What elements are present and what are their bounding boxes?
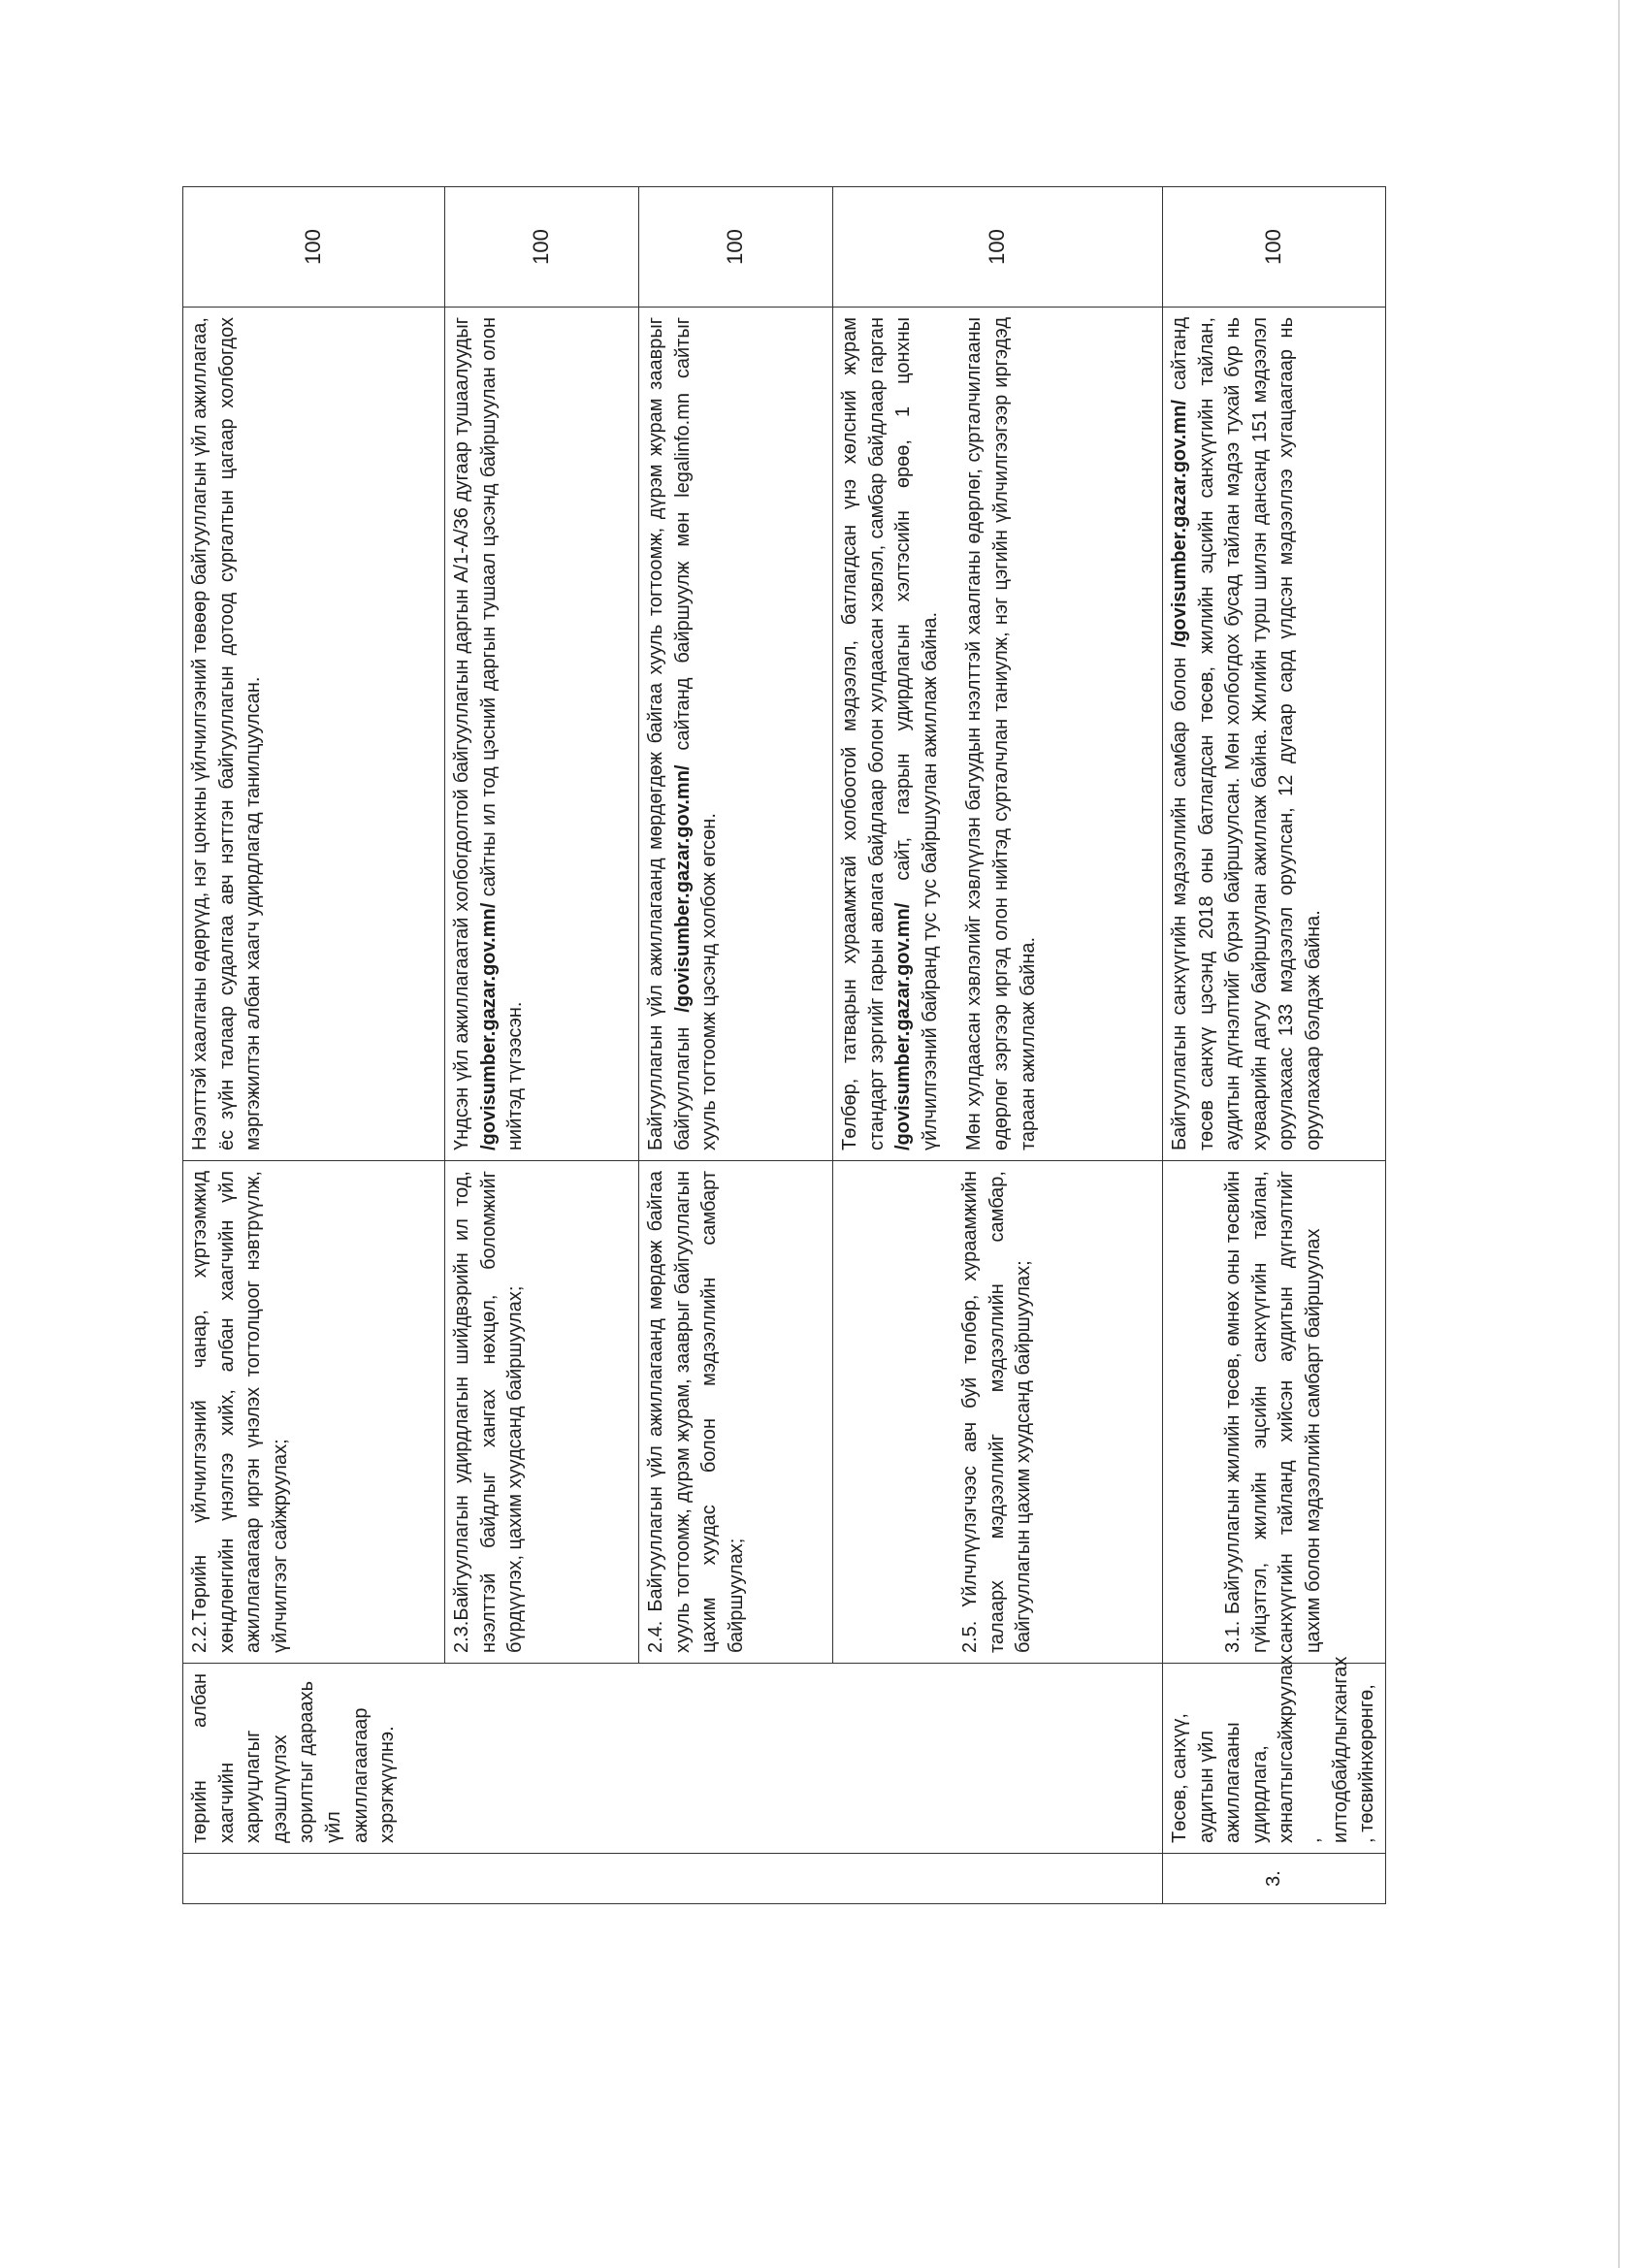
goal-text-line: үйл ажиллагаагаар — [322, 1707, 372, 1843]
measure-cell: 2.5. Үйлчлүүлэгчээс авч буй төлбөр, хураамжийн талаарх мэдээллийг мэдээллийн самбар, байгууллагын цахим хуудсанд байршуулах; — [833, 1161, 1163, 1664]
result-text: Төлбөр, татварын хураамжтай холбоотой мэдээлэл, батлагдсан үнэ хөлсний журам стандарт зэргийг гарын авлага байдлаар болон хулдаасан хэвлэл, самбар байдлаар гарган — [839, 317, 888, 1150]
page-edge-line — [1618, 0, 1620, 2268]
result-cell — [445, 308, 639, 1161]
table-row — [833, 187, 1163, 1904]
goal-cell — [183, 1664, 1163, 1854]
result-text: сайтны ил тод цэсний даргын тушаал цэсэнд байршуулан олон нийтэд түгээсэн. — [477, 317, 527, 1150]
table-row — [1163, 187, 1386, 1904]
goal-text-line: төрийн албан хаагчийн — [189, 1673, 238, 1843]
goal-text-line: Төсөв, санхүү, — [1169, 1713, 1190, 1843]
score-cell: 100 — [639, 187, 833, 308]
plan-report-table — [182, 186, 1386, 1904]
goal-text-line: дээшлүүлэх — [269, 1734, 291, 1843]
result-cell — [833, 308, 1163, 1161]
result-text: сайт, газрын удирдлагын хэлтэсийн өрөө, 1 цонхны үйлчилгээний байранд тус тус байршуулан ажиллаж байна. — [892, 317, 941, 1150]
measure-cell: 3.1. Байгууллагын жилийн төсөв, өмнөх оны төсвийн гүйцэтгэл, жилийн эцсийн санхүүгийн тайлан, санхүүгийн тайланд хийсэн аудитын дүгнэлтийг цахим болон мэдээллийн самбарт байршуулах — [1163, 1161, 1386, 1664]
goal-text-line: аудитын үйл — [1195, 1730, 1217, 1843]
table-row — [445, 187, 639, 1904]
table-row — [183, 187, 445, 1904]
rotated-document-sheet — [182, 187, 1378, 1904]
goal-text-line: илтодбайдлыгхангах — [1329, 1656, 1351, 1843]
result-text: сайтанд төсөв санхүү цэсэнд 2018 оны батлагдсан төсөв, жилийн эцсийн санхүүгийн тайлан, аудитын дүгнэлтийг бүрэн байршуулсан. Мөн холбогдох бусад тайлан мэдээ тухай бүр нь хуваарийн дагуу байршуулан ажиллаж байна. Жилийн турш шилэн дансанд 151 мэдээлэл оруулахаас 133 мэдээлэл оруулсан, 12 дугаар сард үлдсэн мэдээллээ хугацаагаар нь оруулахаар бэлдэж байна. — [1169, 317, 1324, 1150]
goal-cell — [1163, 1655, 1386, 1854]
website-link-text: /govisumber.gazar.gov.mn/ — [477, 902, 500, 1150]
row-number-cell: 3. — [1163, 1854, 1386, 1904]
result-text: Байгууллагын үйл ажиллагаанд мөрдөгдөж байгаа хууль тогтоомж, дүрэм журам зааврыг байгууллагын — [645, 317, 694, 1150]
measure-cell: 2.3.Байгууллагын удирдлагын шийдвэрийн ил тод, нээлттэй байдлыг хангах нөхцөл, боломжийг бүрдүүлэх, цахим хуудсанд байршуулах; — [445, 1161, 639, 1664]
score-cell: 100 — [183, 187, 445, 308]
website-link-text: /govisumber.gazar.gov.mn/ — [671, 764, 694, 1013]
score-cell: 100 — [445, 187, 639, 308]
goal-text-line: зорилтыг дараахь — [296, 1680, 318, 1843]
score-cell: 100 — [833, 187, 1163, 308]
goal-text-line: , төсвийнхөрөнгө, — [1356, 1684, 1378, 1843]
result-text: Байгууллагын санхүүгийн мэдээллийн самбар болон — [1169, 647, 1190, 1150]
result-text: Үндсэн үйл ажиллагаатай холбогдолтой байгууллагын даргын А/1-А/36 дугаар тушаалуудыг — [451, 317, 472, 1150]
row-number-cell — [183, 1854, 1163, 1904]
website-link-text: /govisumber.gazar.gov.mn/ — [892, 902, 915, 1150]
goal-text-line: хэрэгжүүлнэ. — [376, 1726, 399, 1843]
website-link-text: /govisumber.gazar.gov.mn/ — [1169, 400, 1190, 648]
score-cell: 100 — [1163, 187, 1386, 308]
result-text: Мөн хулдаасан хэвлэлийг хэвлүүлэн багуудын нээлттэй хаалганы өдөрлөг, сурталчилгааны өдөрлөг зэргээр иргэд олон нийтэд сурталчлан таниулж, нэг цэгийн үйлчилгээгээр иргэдэд тараан ажиллаж байна. — [963, 317, 1039, 1150]
measure-cell: 2.4. Байгууллагын үйл ажиллагаанд мөрдөж байгаа хууль тогтоомж, дүрэм журам, зааврыг байгууллагын цахим хуудас болон мэдээллийн самбарт байршуулах; — [639, 1161, 833, 1664]
result-cell — [639, 308, 833, 1161]
goal-text-line: ажиллагааны — [1222, 1722, 1245, 1843]
result-cell: Нээлттэй хаалганы өдөрүүд, нэг цонхны үйлчилгээний төвөөр байгууллагын үйл ажиллагаа, ёс зүйн талаар судалгаа авч нэгтгэн байгууллагын дотоод сургалтын цагаар холбогдох мэргэжилтэн албан хаагч удирдлагад танилцуулсан. — [183, 308, 445, 1161]
goal-text-line: хариуцлагыг — [242, 1730, 265, 1843]
table-row — [639, 187, 833, 1904]
goal-text-line: , — [1302, 1837, 1324, 1843]
measure-cell: 2.2.Төрийн үйлчилгээний чанар, хүртээмжид хөндлөнгийн үнэлгээ хийх, албан хаагчийн үйл ажиллагаагаар иргэн үнэлэх тогтолцоог нэвтрүүлж, үйлчилгээг сайжруулах; — [183, 1161, 445, 1664]
goal-text-line: удирдлага, — [1248, 1745, 1271, 1843]
result-cell — [1163, 308, 1386, 1161]
result-text: сайтанд байршуулж мөн legalinfo.mn сайтыг хууль тогтоомж цэсэнд холбож өгсөн. — [671, 317, 721, 1150]
goal-text-line: хяналтыгсайжруулах — [1276, 1655, 1298, 1843]
